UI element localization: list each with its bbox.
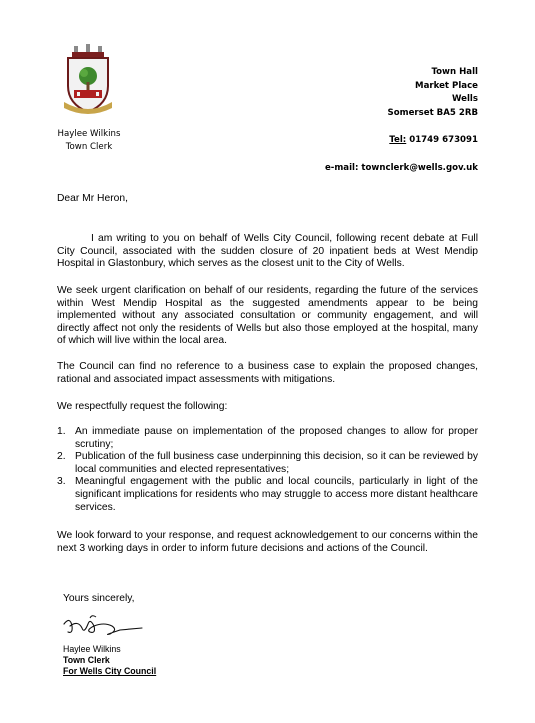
signatory-name: Haylee Wilkins bbox=[63, 644, 121, 654]
request-list bbox=[57, 426, 478, 514]
address-line: Market Place bbox=[415, 80, 478, 91]
list-number: 3. bbox=[57, 476, 66, 488]
telephone bbox=[389, 135, 478, 145]
list-item bbox=[57, 426, 478, 451]
signatory-organisation: For Wells City Council bbox=[63, 666, 157, 677]
paragraph-clarification: We seek urgent clarification on behalf of our residents, regarding the future of the services within West Mendip Hospital as the suggested amendments appear to be being implemented without any associated consultation or community engagement, and will directly affect not only the residents of Wells but also those employed at the hospital, many of which will live within the local area. bbox=[57, 285, 478, 347]
list-item bbox=[57, 451, 478, 476]
telephone-number: 01749 673091 bbox=[406, 135, 478, 145]
closing-salutation: Yours sincerely, bbox=[63, 593, 135, 604]
council-address bbox=[388, 66, 478, 120]
clerk-title: Town Clerk bbox=[65, 142, 113, 152]
telephone-label: Tel: bbox=[389, 135, 407, 145]
signature-block bbox=[63, 644, 156, 678]
address-line: Wells bbox=[451, 94, 478, 104]
list-text: An immediate pause on implementation of the proposed changes to allow for proper scrutiny; bbox=[75, 426, 478, 450]
address-line: Somerset BA5 2RB bbox=[387, 107, 478, 118]
paragraph-business-case: The Council can find no reference to a business case to explain the proposed changes, rational and associated impact assessments with mitigations. bbox=[57, 361, 478, 385]
paragraph-closing: We look forward to your response, and request acknowledgement to our concerns within the next 3 working days in order to inform future decisions and actions of the Council. bbox=[57, 530, 478, 554]
council-crest-logo bbox=[60, 42, 116, 116]
signatory-title: Town Clerk bbox=[63, 655, 110, 666]
handwritten-signature bbox=[60, 612, 144, 642]
greeting: Dear Mr Heron, bbox=[57, 193, 128, 204]
clerk-header bbox=[44, 128, 134, 154]
list-number: 2. bbox=[57, 451, 66, 463]
address-line: Town Hall bbox=[431, 67, 478, 77]
list-item bbox=[57, 476, 478, 514]
email-address: e-mail: townclerk@wells.gov.uk bbox=[324, 163, 478, 173]
list-number: 1. bbox=[57, 426, 66, 437]
list-text: Publication of the full business case underpinning this decision, so it can be reviewed by local communities and elected representatives; bbox=[75, 451, 478, 475]
clerk-name: Haylee Wilkins bbox=[57, 129, 121, 139]
paragraph-intro: I am writing to you on behalf of Wells City Council, following recent debate at Full City Council, associated with the sudden closure of 20 inpatient beds at West Mendip Hospital in Glastonbury, which serves as the closest unit to the City of Wells. bbox=[57, 233, 478, 270]
list-text: Meaningful engagement with the public and local councils, particularly in light of the significant implications for residents who may struggle to access more distant healthcare services. bbox=[75, 476, 478, 513]
paragraph-request-intro: We respectfully request the following: bbox=[57, 401, 228, 412]
